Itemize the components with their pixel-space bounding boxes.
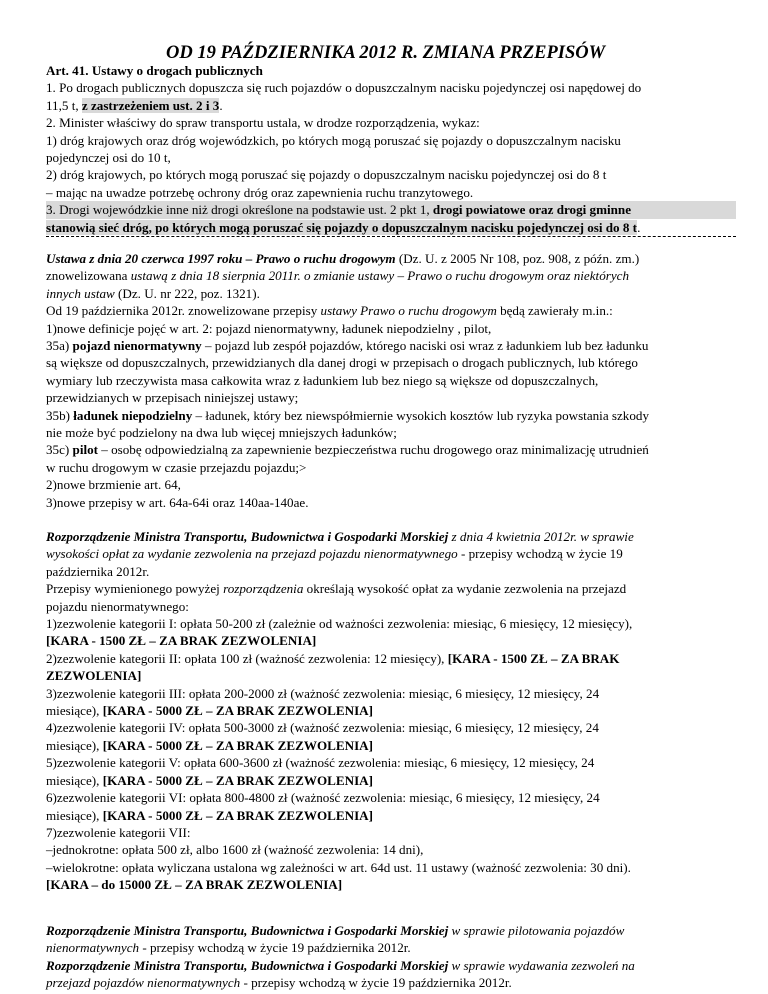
art41-p3-cont: stanowią sieć dróg, po których mogą poruszać się pojazdy o dopuszczalnym nacisku pojedynczej osi do 8 t. xyxy=(46,219,736,237)
kategoria-4: 4)zezwolenie kategorii IV: opłata 500-3000 zł (ważność zezwolenia: miesiąc, 6 miesięcy, 12 miesięcy, 24 xyxy=(46,720,599,736)
art41-p2: 2. Minister właściwy do spraw transportu ustala, w drodze rozporządzenia, wykaz: xyxy=(46,115,480,131)
rozp2-line-2: nienormatywnych - przepisy wchodzą w życie 19 października 2012r. xyxy=(46,940,411,956)
kategoria-6: 6)zezwolenie kategorii VI: opłata 800-4800 zł (ważność zezwolenia: miesiąc, 6 miesięcy, 12 miesięcy, 24 xyxy=(46,790,600,806)
kategoria-1: 1)zezwolenie kategorii I: opłata 50-200 zł (zależnie od ważności zezwolenia: miesiąc, 6 miesięcy, 12 miesięcy), xyxy=(46,616,633,632)
ustawa-line-2: znowelizowana ustawą z dnia 18 sierpnia 2011r. o zmianie ustawy – Prawo o ruchu drogowym oraz niektórych xyxy=(46,268,630,284)
ustawa-line-13: w ruchu drogowym w czasie przejazdu pojazdu;> xyxy=(46,459,307,475)
kategoria-7-wielokrotne: –wielokrotne: opłata wyliczana ustalona wg zależności w art. 64d ust. 11 ustawy (ważność zezwolenia: 30 dni). xyxy=(46,859,631,875)
art41-p3: 3. Drogi wojewódzkie inne niż drogi określone na podstawie ust. 2 pkt 1, drogi powiatowe oraz drogi gminne xyxy=(46,201,736,218)
kategoria-2: 2)zezwolenie kategorii II: opłata 100 zł (ważność zezwolenia: 12 miesięcy), [KARA - 1500 ZŁ – ZA BRAK xyxy=(46,650,620,666)
kategoria-5: 5)zezwolenie kategorii V: opłata 600-3600 zł (ważność zezwolenia: miesiąc, 6 miesięcy, 12 miesięcy, 24 xyxy=(46,755,595,771)
art41-p2-1-cont: pojedynczej osi do 10 t, xyxy=(46,150,171,166)
ustawa-line-11: nie może być podzielony na dwa lub więcej mniejszych ładunków; xyxy=(46,425,397,441)
ustawa-line-14: 2)nowe brzmienie art. 64, xyxy=(46,477,181,493)
page-title: OD 19 PAŹDZIERNIKA 2012 R. ZMIANA PRZEPISÓW xyxy=(166,43,606,63)
rozp1-line-3: października 2012r. xyxy=(46,563,150,579)
ustawa-line-7: są większe od dopuszczalnych, przewidzianych dla danej drogi w przepisach o drogach publicznych, lub którego xyxy=(46,355,638,371)
ustawa-line-10: 35b) ładunek niepodzielny – ładunek, który bez niewspółmiernie wysokich kosztów lub ryzyka powstania szkody xyxy=(46,407,649,423)
kategoria-7-jednokrotne: –jednokrotne: opłata 500 zł, albo 1600 zł (ważność zezwolenia: 14 dni), xyxy=(46,842,424,858)
art41-p1-cont: 11,5 t, z zastrzeżeniem ust. 2 i 3. xyxy=(46,97,223,113)
ustawa-line-15: 3)nowe przepisy w art. 64a-64i oraz 140aa-140ae. xyxy=(46,494,309,510)
kategoria-5-cont: miesiące), [KARA - 5000 ZŁ – ZA BRAK ZEZWOLENIA] xyxy=(46,772,373,788)
ustawa-line-6: 35a) pojazd nienormatywny – pojazd lub zespół pojazdów, którego naciski osi wraz z ładunkiem lub bez ładunku xyxy=(46,338,649,354)
ustawa-line-3: innych ustaw (Dz. U. nr 222, poz. 1321). xyxy=(46,285,260,301)
art41-p2-2: 2) dróg krajowych, po których mogą poruszać się pojazdy o dopuszczalnym nacisku pojedynczej osi do 8 t xyxy=(46,167,607,183)
rozp1-line-1: Rozporządzenie Ministra Transportu, Budownictwa i Gospodarki Morskiej z dnia 4 kwietnia 2012r. w sprawie xyxy=(46,529,634,544)
art41-p1: 1. Po drogach publicznych dopuszcza się ruch pojazdów o dopuszczalnym nacisku pojedynczej osi napędowej do xyxy=(46,80,642,96)
rozp1-line-5: pojazdu nienormatywnego: xyxy=(46,598,189,614)
rozp1-line-2: wysokości opłat za wydanie zezwolenia na przejazd pojazdu nienormatywnego - przepisy wchodzą w życie 19 xyxy=(46,546,623,562)
rozp1-line-4: Przepisy wymienionego powyżej rozporządzenia określają wysokość opłat za wydanie zezwolenia na przejazd xyxy=(46,581,627,597)
rozp2-line-3: Rozporządzenie Ministra Transportu, Budownictwa i Gospodarki Morskiej w sprawie wydawania zezwoleń na xyxy=(46,957,635,973)
ustawa-line-9: przewidzianych w przepisach niniejszej ustawy; xyxy=(46,390,299,406)
kategoria-2-cont: ZEZWOLENIA] xyxy=(46,668,142,684)
ustawa-line-5: 1)nowe definicje pojęć w art. 2: pojazd nienormatywny, ładunek niepodzielny , pilot, xyxy=(46,320,492,336)
ustawa-line-1: Ustawa z dnia 20 czerwca 1997 roku – Prawo o ruchu drogowym (Dz. U. z 2005 Nr 108, poz. 908, z późn. zm.) xyxy=(46,251,640,266)
ustawa-line-8: wymiary lub rzeczywista masa całkowita wraz z ładunkiem lub bez niego są większe od dopuszczalnych, xyxy=(46,372,599,388)
ustawa-section xyxy=(46,250,736,511)
kategoria-3: 3)zezwolenie kategorii III: opłata 200-2000 zł (ważność zezwolenia: miesiąc, 6 miesięcy, 12 miesięcy, 24 xyxy=(46,685,600,701)
art41-heading: Art. 41. Ustawy o drogach publicznych xyxy=(46,63,263,78)
art41-p2-1: 1) dróg krajowych oraz dróg wojewódzkich, po których mogą poruszać się pojazdy o dopuszczalnym nacisku xyxy=(46,132,621,148)
ustawa-line-12: 35c) pilot – osobę odpowiedzialną za zapewnienie bezpieczeństwa ruchu drogowego oraz minimalizację utrudnień xyxy=(46,442,649,458)
kategoria-7: 7)zezwolenie kategorii VII: xyxy=(46,824,191,840)
rozporzadzenie-pilotowanie-section xyxy=(46,922,736,992)
rozp2-line-1: Rozporządzenie Ministra Transportu, Budownictwa i Gospodarki Morskiej w sprawie pilotowania pojazdów xyxy=(46,923,625,938)
art41-p2-3: – mając na uwadze potrzebę ochrony dróg oraz zapewnienia ruchu tranzytowego. xyxy=(46,184,474,200)
kara-1500-a: [KARA - 1500 ZŁ – ZA BRAK ZEZWOLENIA] xyxy=(46,633,317,649)
kategoria-4-cont: miesiące), [KARA - 5000 ZŁ – ZA BRAK ZEZWOLENIA] xyxy=(46,737,373,753)
rozporzadzenie-oplaty-section xyxy=(46,528,736,894)
kara-15000: [KARA – do 15000 ZŁ – ZA BRAK ZEZWOLENIA] xyxy=(46,877,343,893)
kategoria-6-cont: miesiące), [KARA - 5000 ZŁ – ZA BRAK ZEZWOLENIA] xyxy=(46,807,373,823)
kategoria-3-cont: miesiące), [KARA - 5000 ZŁ – ZA BRAK ZEZWOLENIA] xyxy=(46,703,373,719)
rozp2-line-4: przejazd pojazdów nienormatywnych - przepisy wchodzą w życie 19 października 2012r. xyxy=(46,975,512,991)
art41-section xyxy=(46,62,736,237)
ustawa-line-4: Od 19 października 2012r. znowelizowane przepisy ustawy Prawo o ruchu drogowym będą zawierały m.in.: xyxy=(46,303,613,319)
